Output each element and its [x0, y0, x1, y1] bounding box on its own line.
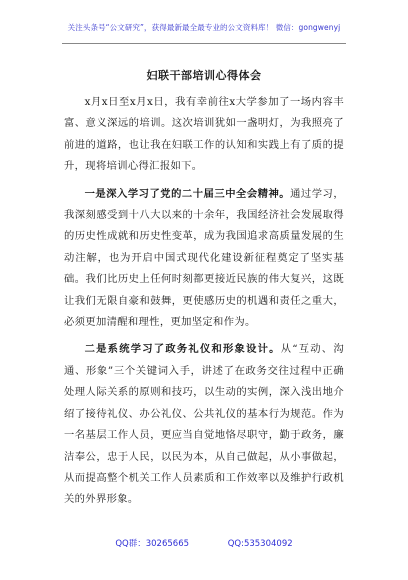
intro-paragraph: x月x日至x月x日，我有幸前往x大学参加了一场内容丰富、意义深远的培训。这次培训犹如一盏明灯，为我照亮了前进的道路，也让我在妇联工作的认知和实践上有了质的提升，现将培训心得汇报如下。 — [64, 96, 344, 173]
section-heading-2: 二是系统学习了政务礼仪和形象设计。 — [84, 343, 281, 356]
document-title: 妇联干部培训心得体会 — [146, 69, 262, 82]
footer-contact — [0, 537, 408, 549]
section-text-1: 通过学习，我深刻感受到十八大以来的十余年，我国经济社会发展取得的历史性成就和历史性变革，成为我国追求高质量发展的生动注解，也为开启中国式现代化建设新征程奠定了坚实基础。我们比历史上任何时刻都更接近民族的伟大复兴，这既让我们无限自豪和鼓舞，更使感历史的机遇和责任之重大，必须更加清醒和理性，更加坚定和作为。 — [64, 187, 345, 329]
document-body — [64, 92, 344, 517]
header-banner: 关注头条号“公文研究”，获得最新最全最专业的公文资料库！ 微信：gongwenyj — [67, 23, 341, 32]
section-paragraph-2 — [64, 339, 344, 510]
section-heading-1: 一是深入学习了党的二十届三中全会精神。 — [84, 187, 291, 200]
section-paragraph-1 — [64, 184, 344, 334]
footer-qq-group: QQ群：30265665 — [115, 539, 190, 549]
header-divider — [62, 43, 346, 44]
footer-qq: QQ:535304092 — [227, 539, 293, 549]
section-text-2: 从“互动、沟通、形象”三个关键词入手，讲述了在政务交往过程中正确处理人际关系的原则和技巧，以生动的实例，深入浅出地介绍了接待礼仪、办公礼仪、公共礼仪的基本行为规范。作为一名基层工作人员，更应当自觉地恪尽职守，勤于政务，廉洁奉公，忠于人民，以民为本，从自己做起，从小事做起，从而提高整个机关工作人员素质和工作效率以及维护行政机关的外界形象。 — [64, 343, 344, 506]
